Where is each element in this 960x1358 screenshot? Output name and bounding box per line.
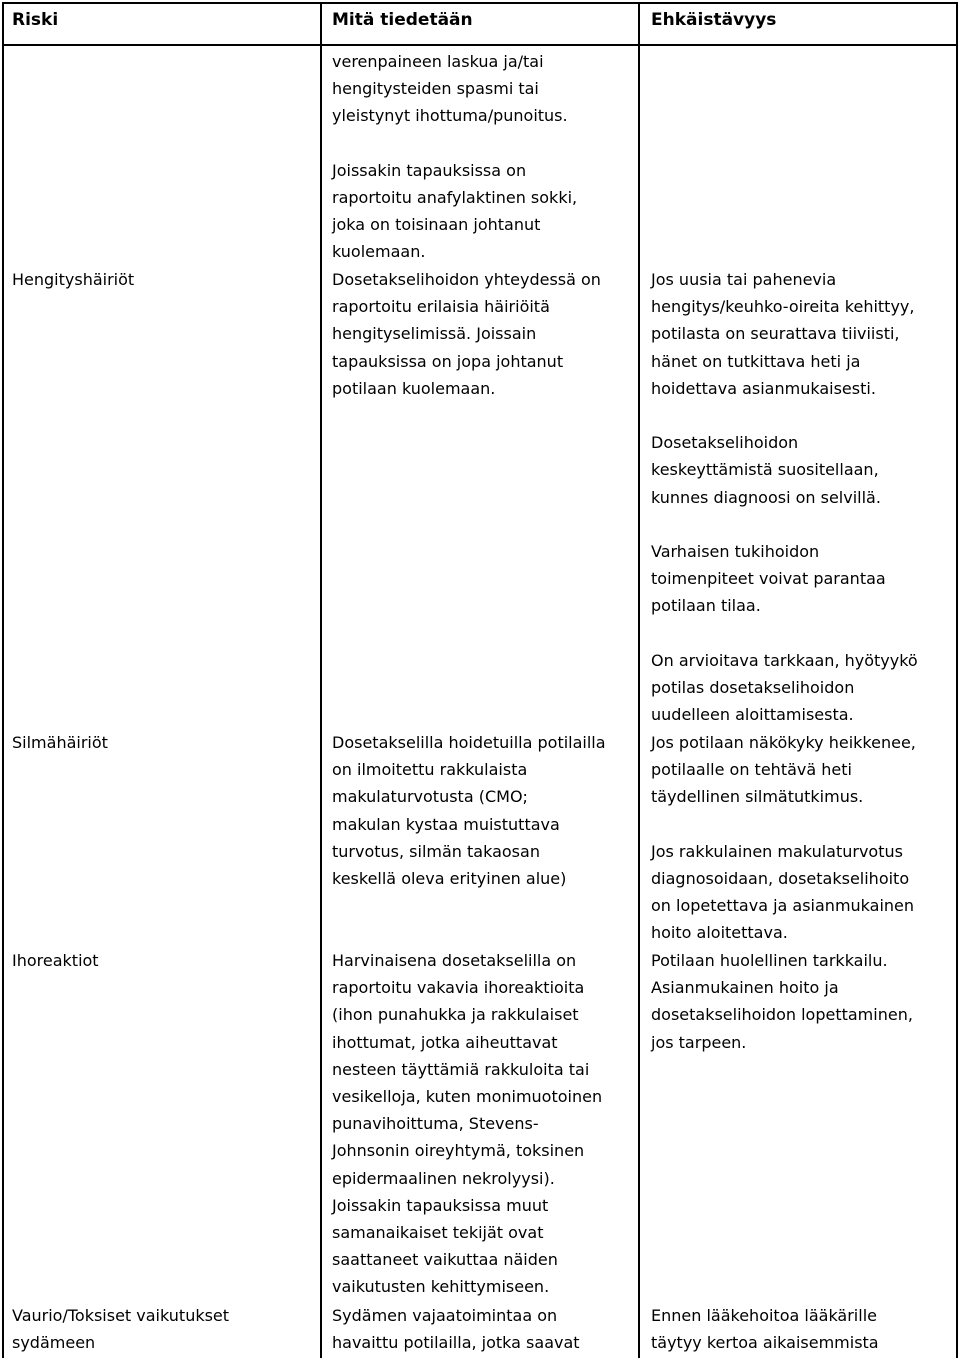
- row-eye-prevention: Jos potilaan näkökyky heikkenee, potilaalle on tehtävä heti täydellinen silmätutkimus. Jos rakkulainen makulaturvotus diagnosoidaan, dosetakselihoito on lopetettava ja asianmukainen hoito aloitettava.: [651, 733, 916, 943]
- row-eye-known: Dosetakselilla hoidetuilla potilailla on ilmoitettu rakkulaista makulaturvotusta (CMO; makulan kystaa muistuttava turvotus, silmän takaosan keskellä oleva erityinen alue): [332, 733, 606, 889]
- column-divider-1: [320, 2, 322, 1358]
- header-known: Mitä tiedetään: [332, 10, 473, 30]
- row-cardiac-known: Sydämen vajaatoimintaa on havaittu potilailla, jotka saavat: [332, 1306, 580, 1353]
- header-risk: Riski: [12, 10, 59, 30]
- row-respiratory-prevention: Jos uusia tai pahenevia hengitys/keuhko-oireita kehittyy, potilasta on seurattava tiiviisti, hänet on tutkittava heti ja hoidettava asianmukaisesti. Dosetakselihoidon keskeyttämistä suositellaan, kunnes diagnoosi on selvillä. Varhaisen tukihoidon toimenpiteet voivat parantaa potilaan tilaa. On arvioitava tarkkaan, hyötyykö potilas dosetakselihoidon uudelleen aloittamisesta.: [651, 270, 918, 725]
- table-left-border: [2, 2, 4, 1358]
- header-bottom-border: [2, 44, 957, 46]
- row-respiratory-known: Dosetakselihoidon yhteydessä on raportoitu erilaisia häiriöitä hengityselimissä. Joissain tapauksissa on jopa johtanut potilaan kuolemaan.: [332, 270, 601, 398]
- row-respiratory-risk: Hengityshäiriöt: [12, 270, 135, 289]
- table-right-border: [956, 2, 958, 1358]
- row-skin-prevention: Potilaan huolellinen tarkkailu. Asianmukainen hoito ja dosetakselihoidon lopettaminen, jos tarpeen.: [651, 951, 913, 1052]
- row-cardiac-prevention: Ennen lääkehoitoa lääkärille täytyy kertoa aikaisemmista: [651, 1306, 879, 1353]
- header-prevention: Ehkäistävyys: [651, 10, 777, 30]
- row-eye-risk: Silmähäiriöt: [12, 733, 108, 752]
- row-cardiac-risk: Vaurio/Toksiset vaikutukset sydämeen: [12, 1306, 230, 1353]
- row-skin-risk: Ihoreaktiot: [12, 951, 99, 970]
- column-divider-2: [638, 2, 640, 1358]
- row-skin-known: Harvinaisena dosetakselilla on raportoitu vakavia ihoreaktioita (ihon punahukka ja rakkulaiset ihottumat, jotka aiheuttavat nesteen täyttämiä rakkuloita tai vesikelloja, kuten monimuotoinen punavihoittuma, Stevens- Johnsonin oireyhtymä, toksinen epidermaalinen nekrolyysi). Joissakin tapauksissa muut samanaikaiset tekijät ovat saattaneet vaikuttaa näiden vaikutusten kehittymiseen.: [332, 951, 603, 1297]
- table-top-border: [2, 2, 957, 4]
- continuation-known-text: verenpaineen laskua ja/tai hengitysteiden spasmi tai yleistynyt ihottuma/punoitus. Joissakin tapauksissa on raportoitu anafylaktinen sokki, joka on toisinaan johtanut kuolemaan.: [332, 52, 578, 262]
